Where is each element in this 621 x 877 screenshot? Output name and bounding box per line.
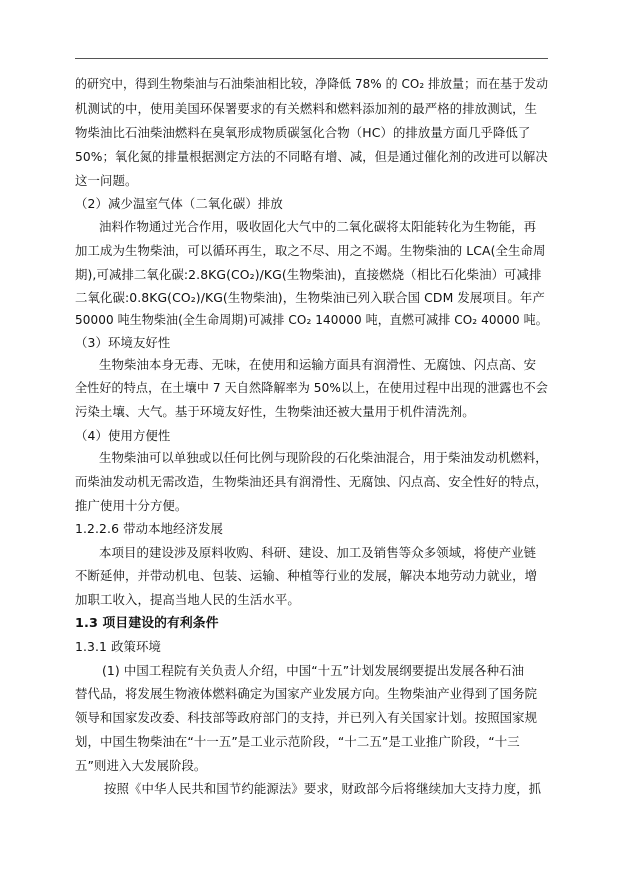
paragraph-line: 50%；氧化氮的排量根据测定方法的不同略有增、减，但是通过催化剂的改进可以解决 (75, 149, 548, 164)
paragraph-line: 生物柴油本身无毒、无味，在使用和运输方面具有润滑性、无腐蚀、闪点高、安 (99, 357, 537, 372)
header-rule (75, 58, 548, 59)
paragraph-line: 领导和国家发改委、科技部等政府部门的支持，并已列入有关国家计划。按照国家规 (75, 710, 538, 725)
paragraph-line: 期),可减排二氧化碳:2.8KG(CO₂)/KG(生物柴油)，直接燃烧（相比石化柴油）可减排 (75, 267, 542, 282)
paragraph-line: 机测试的中，使用美国环保署要求的有关燃料和燃料添加剂的最严格的排放测试，生 (75, 101, 538, 116)
paragraph-line: 本项目的建设涉及原料收购、科研、建设、加工及销售等众多领域，将使产业链 (99, 545, 537, 560)
paragraph-line: 的研究中，得到生物柴油与石油柴油相比较，净降低 78% 的 CO₂ 排放量；而在基于发动 (75, 76, 549, 91)
paragraph-line: 加工成为生物柴油，可以循环再生，取之不尽、用之不竭。生物柴油的 LCA(全生命周 (75, 243, 546, 258)
paragraph-line: 划，中国生物柴油在“十一五”是工业示范阶段，“十二五”是工业推广阶段，“十三 (75, 734, 520, 749)
paragraph-line: 按照《中华人民共和国节约能源法》要求，财政部今后将继续加大支持力度，抓 (104, 781, 542, 796)
paragraph-line: 五”则进入大发展阶段。 (75, 758, 207, 773)
paragraph-line: 这一问题。 (75, 173, 138, 188)
section-heading: （3）环境友好性 (75, 335, 171, 350)
paragraph-line: 二氧化碳:0.8KG(CO₂)/KG(生物柴油)，生物柴油已列入联合国 CDM 发展项目。年产 (75, 290, 545, 305)
paragraph-line: 生物柴油可以单独或以任何比例与现阶段的石化柴油混合，用于柴油发动机燃料， (99, 450, 548, 465)
paragraph-line: 污染土壤、大气。基于环境友好性，生物柴油还被大量用于机件清洗剂。 (75, 404, 475, 419)
chapter-heading: 1.3 项目建设的有利条件 (75, 616, 219, 631)
section-heading: （4）使用方便性 (75, 428, 171, 443)
paragraph-line: 推广使用十分方便。 (75, 498, 188, 513)
paragraph-line: (1) 中国工程院有关负责人介绍，中国“十五”计划发展纲要提出发展各种石油 (102, 663, 525, 678)
paragraph-line: 不断延伸，并带动机电、包装、运输、种植等行业的发展，解决本地劳动力就业，增 (75, 568, 538, 583)
paragraph-line: 物柴油比石油柴油燃料在臭氧形成物质碳氢化合物（HC）的排放量方面几乎降低了 (75, 125, 531, 140)
paragraph-line: 而柴油发动机无需改造，生物柴油还具有润滑性、无腐蚀、闪点高、安全性好的特点， (75, 474, 548, 489)
paragraph-line: 50000 吨生物柴油(全生命周期)可减排 CO₂ 140000 吨，直燃可减排 CO₂ 40000 吨。 (75, 312, 548, 327)
paragraph-line: 替代品，将发展生物液体燃料确定为国家产业发展方向。生物柴油产业得到了国务院 (75, 686, 538, 701)
paragraph-line: 全性好的特点，在土壤中 7 天自然降解率为 50%以上，在使用过程中出现的泄露也不会 (75, 380, 548, 395)
subsection-heading: 1.3.1 政策环境 (75, 639, 162, 654)
subsection-heading: 1.2.2.6 带动本地经济发展 (75, 521, 224, 536)
section-heading: （2）减少温室气体（二氧化碳）排放 (75, 196, 283, 211)
paragraph-line: 加职工收入，提高当地人民的生活水平。 (75, 592, 300, 607)
paragraph-line: 油料作物通过光合作用，吸收固化大气中的二氧化碳将太阳能转化为生物能，再 (99, 219, 537, 234)
